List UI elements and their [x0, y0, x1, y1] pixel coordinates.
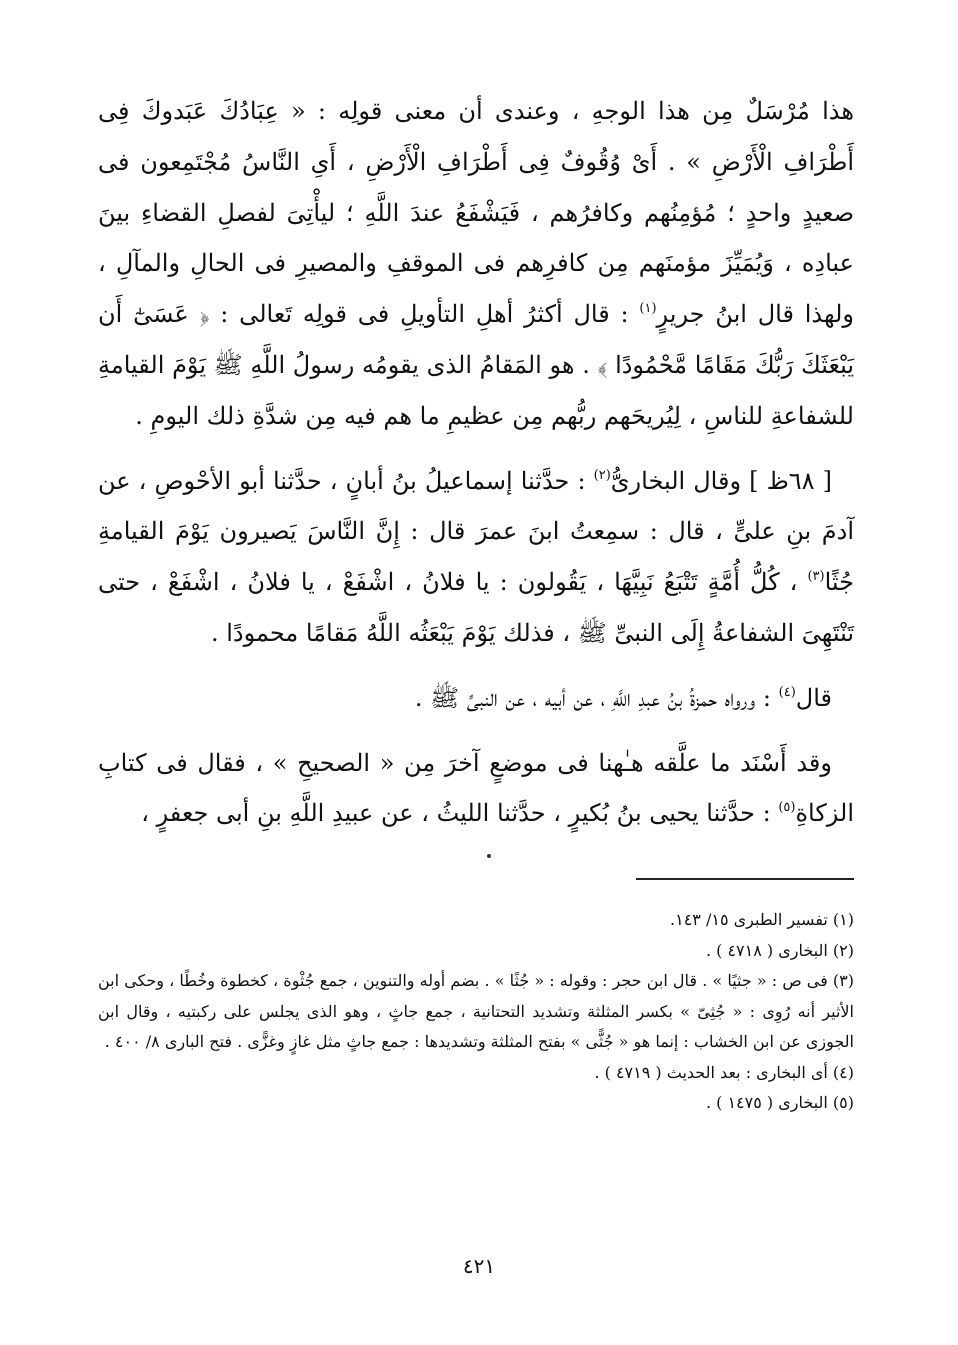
- paragraph-1-text: هذا مُرْسَلٌ مِن هذا الوجهِ ، وعندى أن معنى قولِه : « عِبَادُكَ عَبَدوكَ فِى أَطْرَافِ الْأَرْضِ » . أَىْ وُقُوفٌ فِى أَطْرَافِ الْأَرْضِ ، أَىِ النَّاسُ مُجْتَمِعون فى صعيدٍ واحدٍ ؛ مُؤمِنُهم وكافرُهم ، فَيَشْفَعُ عندَ اللَّهِ ؛ ليأْتِىَ لفصلِ القضاءِ بينَ عبادِه ، وَيُمَيِّزَ مؤمنَهم مِن كافرِهم فى الموقفِ والمصيرِ فى الحالِ والمآلِ ، ولهذا قال ابنُ جريرٍ: [98, 97, 854, 329]
- footnote-ref-4: (٤): [778, 684, 796, 700]
- footnote-ref-2: (٢): [593, 467, 611, 483]
- paragraph-2-text-a: وقال البخارىُّ: [610, 466, 750, 495]
- paragraph-4-text-a: وقد أَسْنَد ما علَّقه هـٰهنا فى موضعٍ آخرَ مِن « الصحيحِ » ، فقال فى كتابِ الزكاةِ: [98, 748, 854, 828]
- footnote-divider: [636, 878, 854, 880]
- paragraph-3-text-a: قال: [795, 683, 832, 712]
- footnote-ref-5: (٥): [778, 800, 796, 816]
- main-text: [98, 86, 854, 839]
- footnote-ref-3: (٣): [807, 569, 825, 585]
- footnote-1: (١) تفسير الطبرى ١٥/ ١٤٣.: [670, 910, 854, 929]
- paragraph-2-text-b: : حدَّثنا إسماعيلُ بنُ أبانٍ ، حدَّثنا أبو الأحْوصِ ، عن آدمَ بنِ علىٍّ ، قال : سمِعتُ ابنَ عمرَ قال : إِنَّ النَّاسَ يَصيرون يَوْمَ القيامةِ جُثًا: [98, 466, 854, 597]
- footnote-2: (٢) البخارى ( ٤٧١٨ ) .: [705, 940, 854, 960]
- paragraph-2-text-c: ، كُلُّ أُمَّةٍ تَتْبَعُ نَبِيَّهَا ، يَقُولون : يا فلانُ ، اشْفَعْ ، يا فلانُ ، اشْفَعْ ، حتى تَنْتَهِىَ الشفاعةُ إِلَى النبىِّ ﷺ ، فذلك يَوْمَ يَبْعَثُه اللَّهُ مَقامًا محمودًا .: [98, 568, 854, 647]
- paragraph-2: [98, 456, 854, 659]
- paragraph-4-text-b: : حدَّثنا يحيى بنُ بُكيرٍ ، حدَّثنا الليثُ ، عن عبيدِ اللَّهِ بنِ أبى جعفرٍ ،: [141, 799, 779, 828]
- footnote-ref-1: (١): [639, 301, 657, 317]
- footnotes-section: [98, 905, 854, 1119]
- manuscript-folio-marker: [ ٦٨ظ ]: [749, 466, 833, 495]
- paragraph-3-text-b: : ورواه حمزةُ بنُ عبدِ اللَّهِ ، عن أبيه ، عن النبىِّ ﷺ .: [414, 683, 779, 712]
- paragraph-4: [98, 738, 854, 840]
- print-speck: [487, 854, 491, 858]
- paragraph-1: [98, 86, 854, 442]
- footnote-3: (٣) فى ص : « جثيًا » . قال ابن حجر : وقوله : « جُثًا » . بضم أوله والتنوين ، جمع جُثْوة ، كخطوة وخُطًا ، وحكى ابن الأثير أنه رُوِى : « جُثِىّ » بكسر المثلثة وتشديد التحتانية ، جمع جاثٍ ، وهو الذى يجلس على ركبتيه ، وقال ابن الجوزى عن ابن الخشاب : إنما هو « جُثًّى » بفتح المثلثة وتشديدها : جمع جاثٍ مثل غازٍ وغزًّى . فتح البارى ٨/ ٤٠٠ .: [98, 971, 854, 1051]
- footnote-5: (٥) البخارى ( ١٤٧٥ ) .: [705, 1093, 854, 1112]
- paragraph-1-text-continued: : قال أكثرُ أهلِ التأويلِ فى قولِه تَعالى : ﴿ عَسَىٰٓ أَن يَبْعَثَكَ رَبُّكَ مَقَامًا مَّحْمُودًا ﴾ . هو المَقامُ الذى يقومُه رسولُ اللَّهِ ﷺ يَوْمَ القيامةِ للشفاعةِ للناسِ ، لِيُريحَهم ربُّهم مِن عظيمِ ما هم فيه مِن شدَّةِ ذلك اليومِ .: [98, 300, 854, 430]
- footnote-4: (٤) أى البخارى : بعد الحديث ( ٤٧١٩ ) .: [594, 1062, 854, 1082]
- paragraph-3: [98, 673, 854, 724]
- page-number: ٤٢١: [462, 1254, 496, 1278]
